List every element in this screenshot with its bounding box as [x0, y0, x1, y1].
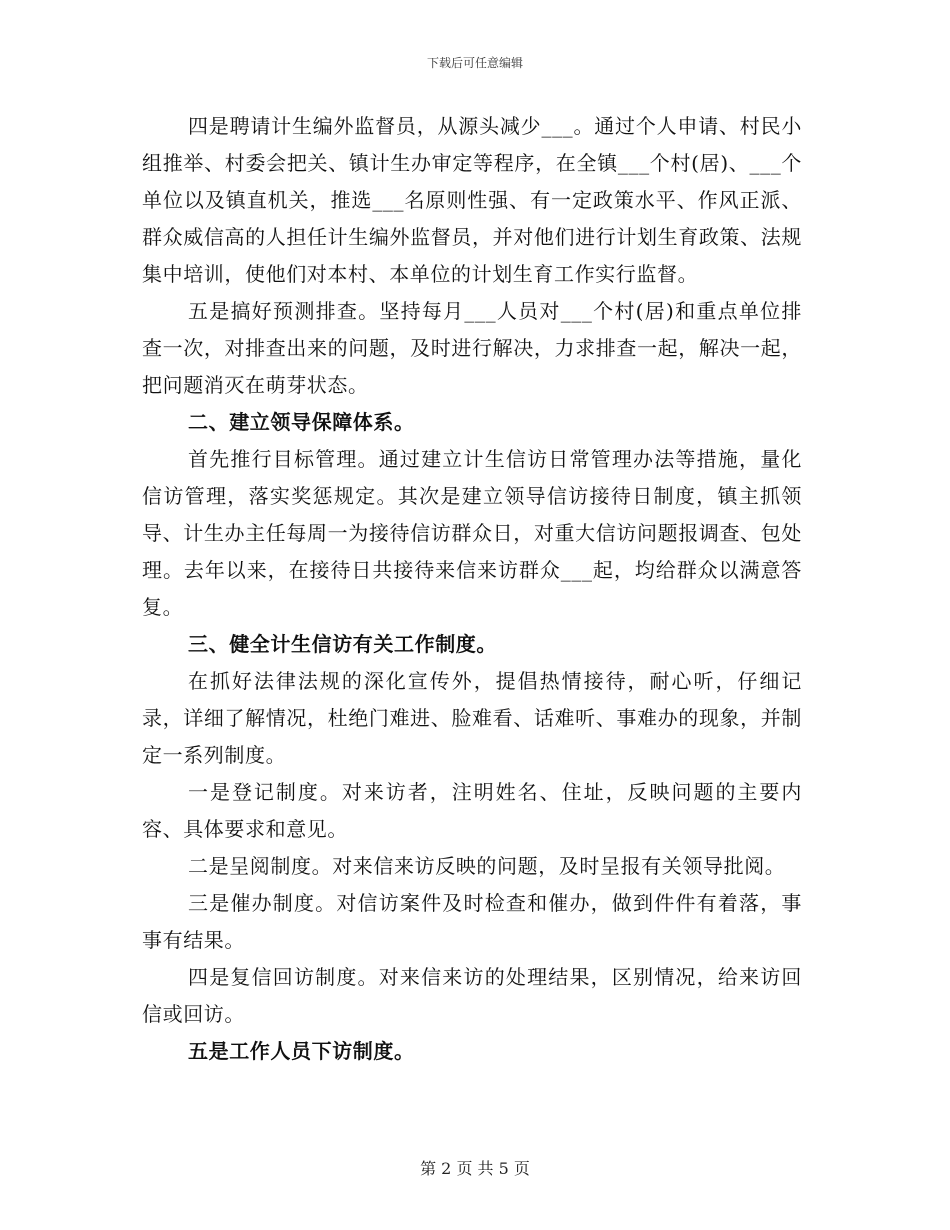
paragraph-registration: 一是登记制度。对来访者，注明姓名、住址，反映问题的主要内容、具体要求和意见。 — [142, 780, 802, 841]
page-number: 第 2 页 共 5 页 — [420, 1159, 530, 1178]
paragraph-forecast-screening: 五是搞好预测排查。坚持每月___人员对___个村(居)和重点单位排查一次，对排查出来的问题，及时进行解决，力求排查一起，解决一起，把问题消灭在萌芽状态。 — [142, 299, 802, 397]
paragraph-review: 二是呈阅制度。对来信来访反映的问题，及时呈报有关领导批阅。 — [188, 854, 786, 878]
section-heading-staff-visit: 五是工作人员下访制度。 — [188, 1039, 415, 1063]
paragraph-target-management: 首先推行目标管理。通过建立计生信访日常管理办法等措施，量化信访管理，落实奖惩规定。其次是建立领导信访接待日制度，镇主抓领导、计生办主任每周一为接待信访群众日，对重大信访问题报调查、包处理。去年以来，在接待日共接待来信来访群众___起，均给群众以满意答复。 — [142, 447, 802, 619]
paragraph-reception: 在抓好法律法规的深化宣传外，提倡热情接待，耐心听，仔细记录，详细了解情况，杜绝门难进、脸难看、话难听、事难办的现象，并制定一系列制度。 — [142, 669, 802, 767]
section-heading-leadership: 二、建立领导保障体系。 — [188, 410, 415, 434]
paragraph-supervisors: 四是聘请计生编外监督员，从源头减少___。通过个人申请、村民小组推举、村委会把关、镇计生办审定等程序，在全镇___个村(居)、___个单位以及镇直机关，推选___名原则性强、有一定政策水平、作风正派、群众威信高的人担任计生编外监督员，并对他们进行计划生育政策、法规集中培训，使他们对本村、本单位的计划生育工作实行监督。 — [142, 114, 802, 286]
page-header: 下载后可任意编辑 — [426, 56, 523, 70]
section-heading-work-system: 三、健全计生信访有关工作制度。 — [188, 632, 497, 656]
document-body — [142, 108, 802, 1070]
paragraph-urging: 三是催办制度。对信访案件及时检查和催办，做到件件有着落，事事有结果。 — [142, 891, 802, 952]
paragraph-reply-visit: 四是复信回访制度。对来信来访的处理结果，区别情况，给来访回信或回访。 — [142, 965, 802, 1026]
